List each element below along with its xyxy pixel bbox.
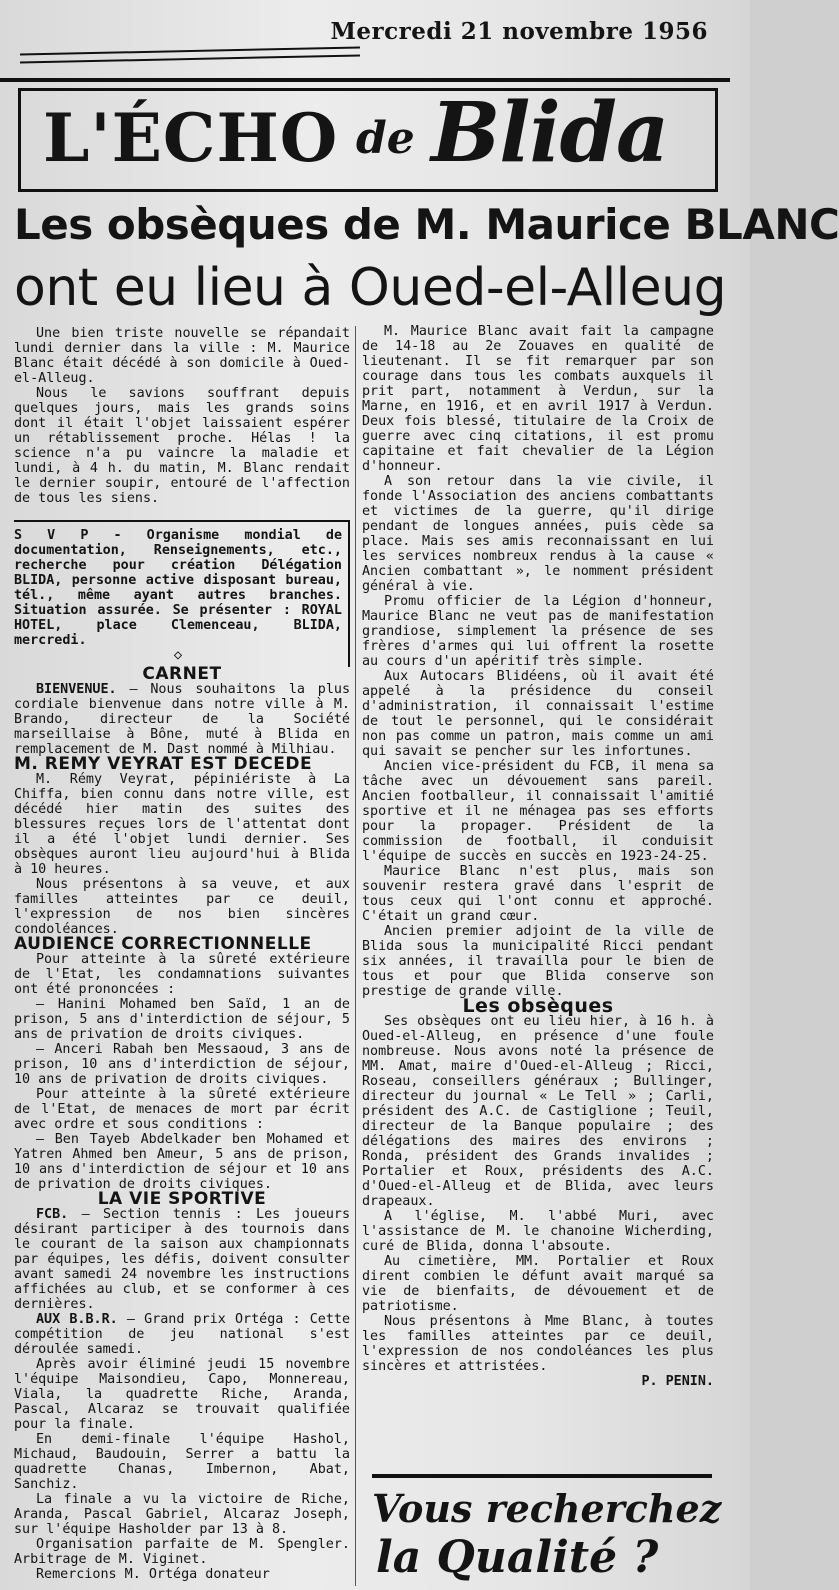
masthead-blida: Blida (431, 85, 669, 181)
fcb-label: FCB. (36, 1207, 69, 1222)
audience-heading: AUDIENCE CORRECTIONNELLE (14, 934, 312, 954)
intro-paragraph: Une bien triste nouvelle se répandait lundi dernier dans la ville : M. Maurice Blanc était décédé à son domicile à Oued-el-Alleug. (14, 326, 350, 386)
svp-notice (14, 520, 350, 667)
masthead-rule (0, 78, 730, 82)
sport-paragraph-5: Organisation parfaite de M. Spengler. Arbitrage de M. Viginet. (14, 1537, 350, 1567)
fcb-text: — Section tennis : Les joueurs désirant participer à des tournois dans le courant de la saison aux championnats par équipes, les défis, doivent consulter avant samedi 24 novembre les instructions affichées au club, et se conformer à ces dernières. (14, 1207, 351, 1312)
svp-label: S V P (14, 528, 89, 543)
right-paragraph-8: Ses obsèques ont eu lieu hier, à 16 h. à Oued-el-Alleug, en présence d'une foule nombreuse. Nous avons noté la présence de MM. Amat, maire d'Oued-el-Alleug ; Ricci, Roseau, conseillers généraux ; Bullinger, directeur du journal « Le Tell » ; Carli, président des A.C. de Castiglione ; Teuil, directeur de la Banque populaire ; des délégations des maires des environs ; Ronda, président des Grands invalides ; Portalier et Roux, présidents des A.C. d'Oued-el-Alleug et de Blida, avec leurs drapeaux. (362, 1014, 714, 1209)
right-column (362, 324, 714, 1389)
deces-paragraph-1: M. Rémy Veyrat, pépiniériste à La Chiffa, bien connu dans notre ville, est décédé hier matin des suites des blessures reçues lors de l'attentat dont il a été l'objet lundi dernier. Ses obsèques auront lieu aujourd'hui à Blida à 10 heures. (14, 772, 350, 877)
deces-heading: M. REMY VEYRAT EST DECEDE (14, 754, 313, 774)
right-paragraph-10: Au cimetière, MM. Portalier et Roux dirent combien le défunt avait marqué sa vie de bienfaits, de dévouement et de patriotisme. (362, 1254, 714, 1314)
column-divider (355, 326, 356, 1586)
right-paragraph-3: Promu officier de la Légion d'honneur, Maurice Blanc ne veut pas de manifestation grandiose, simplement la présence de ses frères d'armes qui lui offrent la rosette au cours d'un apéritif très simple. (362, 594, 714, 669)
right-paragraph-9: A l'église, M. l'abbé Muri, avec l'assistance de M. le chanoine Wicherding, curé de Blida, donna l'absoute. (362, 1209, 714, 1254)
svp-text: - Organisme mondial de documentation, Renseignements, etc., recherche pour création Délégation BLIDA, personne active disposant bureau, tél., même ayant autres branches. Situation assurée. Se présenter : ROYAL HOTEL, place Clemenceau, BLIDA, mercredi. (14, 528, 343, 648)
right-paragraph-1: M. Maurice Blanc avait fait la campagne de 14-18 au 2e Zouaves en qualité de lieutenant. Il se fit remarquer par son courage dans tous les combats auxquels il prit part, notamment à Verdun, sur la Marne, en 1916, et en avril 1917 à Verdun. Deux fois blessé, titulaire de la Croix de guerre avec cinq citations, il est promu capitaine et fait chevalier de la Légion d'honneur. (362, 324, 714, 474)
masthead-echo: L'ÉCHO (43, 99, 339, 177)
advert-line-2: la Qualité ? (376, 1532, 659, 1583)
carnet-heading: CARNET (142, 664, 222, 684)
sport-paragraph-4: La finale a vu la victoire de Riche, Aranda, Pascal Gabriel, Alcaraz Joseph, sur l'équipe Hasholder par 13 à 8. (14, 1492, 350, 1537)
right-paragraph-4: Aux Autocars Blidéens, où il avait été appelé à la présidence du conseil d'administration, il connaissait l'estime de tout le personnel, qui le considérait non pas comme un patron, mais comme un ami qui savait se pencher sur les infortunes. (362, 669, 714, 759)
top-rule (20, 46, 360, 55)
deces-paragraph-2: Nous présentons à sa veuve, et aux familles atteintes par ce deuil, l'expression de nos bien sincères condoléances. (14, 877, 350, 937)
headline-line-2: ont eu lieu à Oued-el-Alleug (14, 258, 727, 318)
headline-line-1: Les obsèques de M. Maurice BLANC (14, 200, 839, 249)
top-rule-2 (20, 54, 360, 63)
advert-line-1: Vous recherchez (372, 1486, 722, 1531)
audience-paragraph-3: — Anceri Rabah ben Messaoud, 3 ans de prison, 10 ans d'interdiction de séjour, 10 ans de privation de droits civiques. (14, 1042, 350, 1087)
sport-paragraph-3: En demi-finale l'équipe Hashol, Michaud, Baudouin, Serrer a battu la quadrette Chanas, Imbernon, Abat, Sanchiz. (14, 1432, 350, 1492)
right-paragraph-5: Ancien vice-président du FCB, il mena sa tâche avec un dévouement sans pareil. Ancien footballeur, il connaissait l'amitié sportive et il ne ménagea pas ses efforts pour la propager. Président de la commission de football, il conduisit l'équipe de succès en succès en 1923-24-25. (362, 759, 714, 864)
audience-paragraph-4: Pour atteinte à la sûreté extérieure de l'Etat, de menaces de mort par écrit avec ordre et sous conditions : (14, 1087, 350, 1132)
advert-box (372, 1474, 722, 1588)
sport-paragraph-2: Après avoir éliminé jeudi 15 novembre l'équipe Maisondieu, Capo, Monnereau, Viala, la quadrette Riche, Aranda, Pascal, Alcaraz se trouvait qualifiée pour la finale. (14, 1357, 350, 1432)
right-paragraph-2: A son retour dans la vie civile, il fonde l'Association des anciens combattants et victimes de la guerre, qu'il dirige pendant de longues années, puis cède sa place. Mais ses amis reconnaissant en lui les services nombreux rendus à la cause « Ancien combattant », le nomment président général à vie. (362, 474, 714, 594)
issue-date: Mercredi 21 novembre 1956 (330, 18, 708, 45)
diamond-ornament: ◇ (173, 647, 183, 663)
right-paragraph-7: Ancien premier adjoint de la ville de Blida sous la municipalité Ricci pendant six années, il travailla pour le bien de tous et pour que Blida conserve son prestige de grande ville. (362, 924, 714, 999)
sport-paragraph-6: Remercions M. Ortéga donateur (36, 1567, 270, 1582)
obseques-heading: Les obsèques (462, 995, 614, 1017)
masthead-de: de (356, 113, 415, 164)
audience-paragraph-2: — Hanini Mohamed ben Saïd, 1 an de prison, 5 ans d'interdiction de séjour, 5 ans de privation de droits civiques. (14, 997, 350, 1042)
sport-heading: LA VIE SPORTIVE (97, 1189, 267, 1209)
right-paragraph-11: Nous présentons à Mme Blanc, à toutes les familles atteintes par ce deuil, l'expression de nos condoléances les plus sincères et attristées. (362, 1314, 714, 1374)
bienvenue-text: — Nous souhaitons la plus cordiale bienvenue dans notre ville à M. Brando, directeur de la Société marseillaise à Bône, muté à Blida en remplacement de M. Dast nommé à Milhiau. (14, 682, 351, 757)
signature: P. PENIN. (641, 1374, 714, 1389)
bbr-label: AUX B.B.R. (36, 1312, 118, 1327)
audience-paragraph-5: — Ben Tayeb Abdelkader ben Mohamed et Yatren Ahmed ben Ameur, 5 ans de prison, 10 ans d'interdiction de séjour et 10 ans de privation de droits civiques. (14, 1132, 350, 1192)
right-paragraph-6: Maurice Blanc n'est plus, mais son souvenir restera gravé dans l'esprit de tous ceux qui l'ont connu et approché. C'était un grand cœur. (362, 864, 714, 924)
masthead (18, 85, 718, 192)
bienvenue-label: BIENVENUE. (36, 682, 117, 697)
audience-paragraph-1: Pour atteinte à la sûreté extérieure de l'Etat, les condamnations suivantes ont été prononcées : (14, 952, 350, 997)
intro-paragraph-2: Nous le savions souffrant depuis quelques jours, mais les grands soins dont il était l'objet laissaient espérer un rétablissement proche. Hélas ! la science n'a pu vaincre la maladie et lundi, à 4 h. du matin, M. Blanc rendait le dernier soupir, entouré de l'affection de tous les siens. (14, 386, 350, 506)
left-column (14, 326, 350, 1582)
bbr-text: — Grand prix Ortéga : Cette compétition de jeu national s'est déroulée samedi. (14, 1312, 351, 1357)
